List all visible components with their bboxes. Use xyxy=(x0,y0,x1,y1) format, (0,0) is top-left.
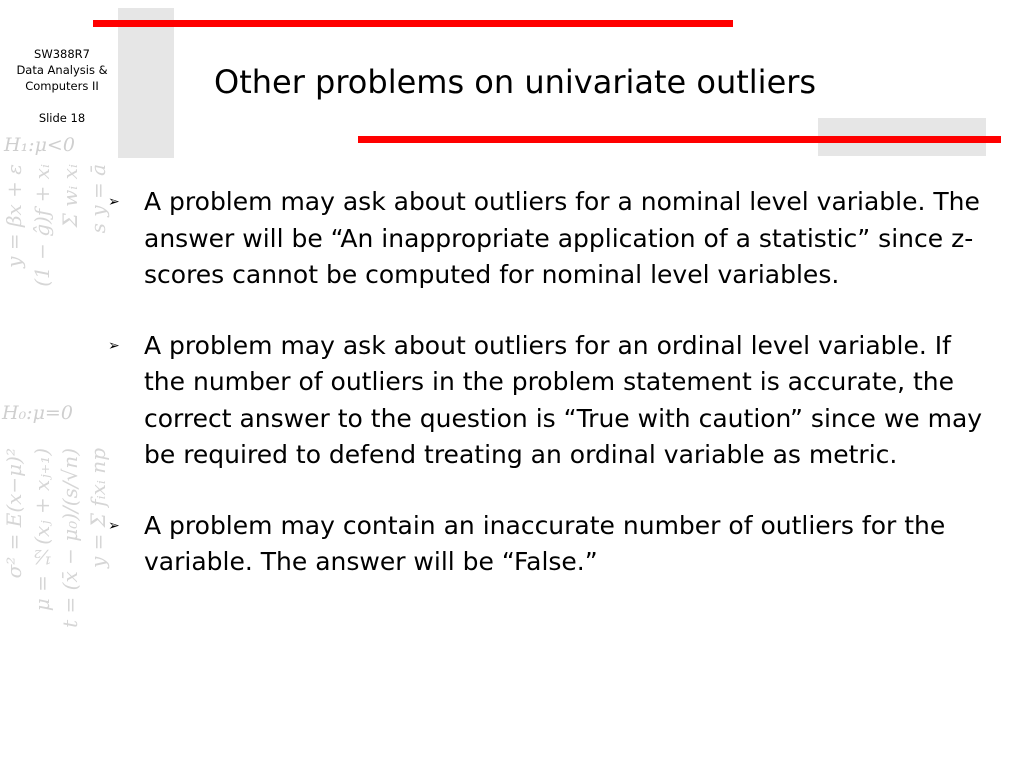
bullet-item-nominal xyxy=(104,184,984,294)
bullet-item-inaccurate xyxy=(104,508,984,581)
arrowhead-bullet-icon: ➢ xyxy=(108,337,120,354)
bullet-text: A problem may ask about outliers for a nominal level variable. The answer will be “An inappropriate application of a statistic” since z-scores cannot be computed for nominal level variables. xyxy=(144,187,980,289)
course-name-line1: Data Analysis & xyxy=(16,63,108,77)
arrowhead-bullet-icon: ➢ xyxy=(108,194,120,210)
bullet-list xyxy=(104,184,984,615)
decor-gray-bar xyxy=(118,8,174,158)
course-label xyxy=(0,46,124,126)
arrowhead-bullet-icon: ➢ xyxy=(108,517,120,534)
red-rule-top xyxy=(93,20,733,27)
course-name-line2: Computers II xyxy=(25,79,99,93)
course-code: SW388R7 xyxy=(34,47,90,61)
bullet-text: A problem may ask about outliers for an ordinal level variable. If the number of outliers in the problem statement is accurate, the correct answer to the question is “True with caution” since we may be required to defend treating an ordinal variable as metric. xyxy=(144,330,983,469)
slide-title: Other problems on univariate outliers xyxy=(214,63,817,101)
red-rule-title-underline xyxy=(358,136,1001,143)
bullet-item-ordinal xyxy=(104,328,984,474)
formula-watermark: H₁:μ<0 y = βx + ε (1 − ĝ)ƒ + xᵢ Σ wᵢ xᵢ s y = ā H₀:μ=0 σ² = E(x−μ)² μ = ½(xⱼ + xⱼ₊₁) t = (x̄ − μ₀)/(s/√n) y = Σ fᵢxᵢ np xyxy=(2,134,110,628)
slide-number: Slide 18 xyxy=(38,111,86,125)
bullet-text: A problem may contain an inaccurate number of outliers for the variable. The answer will be “False.” xyxy=(144,510,946,576)
